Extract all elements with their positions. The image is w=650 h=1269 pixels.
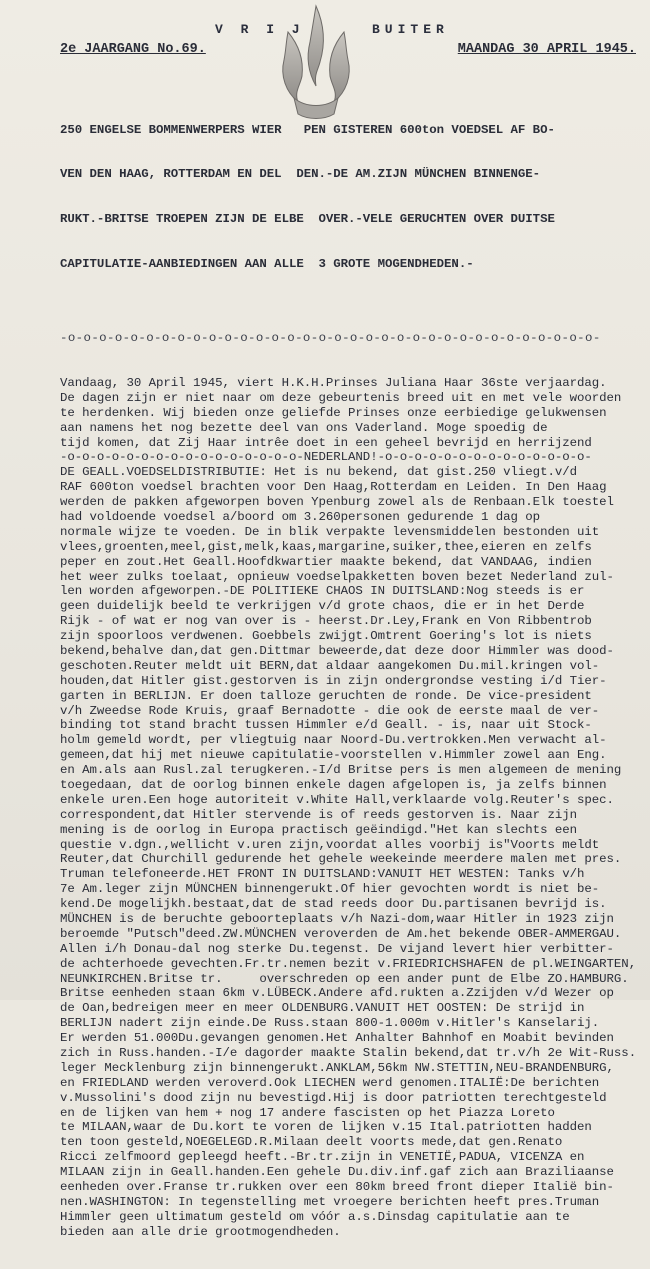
body-line: MILAAN zijn in Geall.handen.Een gehele Du.div.inf.gaf zich aan Braziliaanse xyxy=(60,1165,614,1180)
body-line: correspondent,dat Hitler stervende is of reeds gestorven is. Naar zijn xyxy=(60,807,577,822)
body-line: v/h Zweedse Rode Kruis, graaf Bernadotte - die ook de eerste maal de ver- xyxy=(60,703,600,718)
body-line: Himmler geen ultimatum gesteld om vóór a.s.Dinsdag capitulatie aan te xyxy=(60,1209,570,1224)
issue-line xyxy=(60,42,636,60)
headline-line: CAPITULATIE-AANBIEDINGEN AAN ALLE 3 GROTE MOGENDHEDEN.- xyxy=(60,256,474,271)
body-line: had voldoende voedsel a/boord om 3.260personen gedurende 1 dag op xyxy=(60,509,541,524)
body-line: toegedaan, dat de oorlog binnen enkele dagen afgelopen is, ja zelfs binnen xyxy=(60,778,607,792)
body-line: houden,dat Hitler gist.gestorven is in zijn ondergrondse vesting i/d Tier- xyxy=(60,673,607,688)
body-line: -o-o-o-o-o-o-o-o-o-o-o-o-o-o-o-o-NEDERLAND!-o-o-o-o-o-o-o-o-o-o-o-o-o-o- xyxy=(60,450,592,465)
body-line: zijn spoorloos verdwenen. Goebbels zwijgt.Omtrent Goering's lot is niets xyxy=(60,629,592,644)
body-line: geen duidelijk beeld te verkrijgen v/d grote chaos, die er in het Derde xyxy=(60,599,585,614)
body-line: geschoten.Reuter meldt uit BERN,dat aldaar aangekomen Du.mil.kringen vol- xyxy=(60,658,600,673)
headline-line: VEN DEN HAAG, ROTTERDAM EN DEL DEN.-DE AM.ZIJN MÜNCHEN BINNENGE- xyxy=(60,167,541,182)
body-line: eenheden over.Franse tr.rukken over een 80km breed front dieper Italië bin- xyxy=(60,1180,614,1195)
masthead-left-word: V R I J xyxy=(215,22,305,37)
body-line: MÜNCHEN is de beruchte geboorteplaats v/h Nazi-dom,waar Hitler in 1923 zijn xyxy=(60,912,614,927)
body-line: questie v.dgn.,wellicht v.uren zijn,voordat alles voorbij is"Voorts meldt xyxy=(60,837,600,852)
masthead-right-word: BUITER xyxy=(372,22,449,37)
body-line: en FRIEDLAND werden veroverd.Ook LIECHEN werd genomen.ITALIË:De berichten xyxy=(60,1075,600,1090)
body-line: te MILAAN,waar de Du.kort te voren de lijken v.15 Ital.patriotten hadden xyxy=(60,1120,592,1135)
body-line: de Oan,bedreigen meer en meer OLDENBURG.VANUIT HET OOSTEN: De strijd in xyxy=(60,1001,585,1016)
body-line: tijd komen, dat Zij Haar intrêe doet in een geheel bevrijd en herrijzend xyxy=(60,435,592,450)
body-line: Er werden 51.000Du.gevangen genomen.Het Anhalter Bahnhof en Moabit bevinden xyxy=(60,1031,614,1046)
headline-line: RUKT.-BRITSE TROEPEN ZIJN DE ELBE OVER.-VELE GERUCHTEN OVER DUITSE xyxy=(60,212,555,227)
body-line: de achterhoede gevechten.Fr.tr.nemen bezit v.FRIEDRICHSHAFEN de pl.WEINGARTEN, xyxy=(60,956,637,971)
body-line: kend.De mogelijkh.bestaat,dat de stad reeds door Du.partisanen bevrijd is. xyxy=(60,897,607,912)
body-line: RAF 600ton voedsel brachten voor Den Haag,Rotterdam en Leiden. In Den Haag xyxy=(60,480,607,495)
body-line: v.Mussolini's dood zijn nu bevestigd.Hij is door patriotten terechtgesteld xyxy=(60,1090,607,1105)
body-line: bekend,behalve dan,dat gen.Dittmar beweerde,dat deze door Himmler was dood- xyxy=(60,643,614,658)
body-line: Truman telefoneerde.HET FRONT IN DUITSLAND:VANUIT HET WESTEN: Tanks v/h xyxy=(60,867,585,882)
headlines xyxy=(60,93,642,302)
article-body xyxy=(60,63,642,1269)
issue-date: MAANDAG 30 APRIL 1945. xyxy=(457,42,636,57)
body-line: 7e Am.leger zijn MÜNCHEN binnengerukt.Of hier gevochten wordt is niet be- xyxy=(60,882,600,897)
body-line: NEUNKIRCHEN.Britse tr. overschreden op een ander punt de Elbe ZO.HAMBURG. xyxy=(60,971,629,986)
body-line: en de lijken van hem + nog 17 andere fascisten op het Piazza Loreto xyxy=(60,1105,555,1120)
body-line: Rijk - of wat er nog van over is - heerst.Dr.Ley,Frank en Von Ribbentrob xyxy=(60,614,592,629)
body-line: bieden aan alle drie grootmogendheden. xyxy=(60,1224,341,1239)
body-line: De dagen zijn er niet naar om deze gebeurtenis breed uit en met vele woorden xyxy=(60,390,622,405)
body-line: holm gemeld wordt, per vliegtuig naar Noord-Du.vertrokken.Men verwacht al- xyxy=(60,733,607,748)
body-line: Allen i/h Donau-dal nog sterke Du.tegenst. De vijand levert hier verbitter- xyxy=(60,941,614,956)
divider: -o-o-o-o-o-o-o-o-o-o-o-o-o-o-o-o-o-o-o-o-o-o-o-o-o-o-o-o-o-o-o-o-o-o- xyxy=(60,331,601,346)
body-line: mening is de oorlog in Europa practisch geëindigd."Het kan slechts een xyxy=(60,822,577,837)
body-line: enkele uren.Een hoge autoriteit v.White Hall,verklaarde volg.Reuter's spec. xyxy=(60,792,614,807)
body-line: len worden afgeworpen.-DE POLITIEKE CHAOS IN DUITSLAND:Nog steeds is er xyxy=(60,584,585,599)
body-line: DE GEALL.VOEDSELDISTRIBUTIE: Het is nu bekend, dat gist.250 vliegt.v/d xyxy=(60,465,577,480)
body-line: gemeen,dat hij met nieuwe capitulatie-voorstellen v.Himmler zowel aan Eng. xyxy=(60,748,607,763)
headline-line: 250 ENGELSE BOMMENWERPERS WIER PEN GISTEREN 600ton VOEDSEL AF BO- xyxy=(60,122,555,137)
body-line: Reuter,dat Churchill gedurende het gehele weekeinde meerdere malen met pres. xyxy=(60,852,622,867)
body-line: peper en zout.Het Geall.Hoofdkwartier maakte bekend, dat VANDAAG, indien xyxy=(60,554,592,569)
body-line: te herdenken. Wij bieden onze geliefde Prinses onze eerbiedige gelukwensen xyxy=(60,405,607,420)
body-line: aan namens het nog bezette deel van ons Vaderland. Moge spoedig de xyxy=(60,420,548,435)
body-line: het weer zulks toelaat, opnieuw voedselpakketten boven bezet Nederland zul- xyxy=(60,569,614,584)
body-line: binding tot stand bracht tussen Himmler e/d Geall. - is, naar uit Stock- xyxy=(60,718,592,733)
body-line: werden de pakken afgeworpen boven Ypenburg zowel als de Renbaan.Elk toestel xyxy=(60,495,614,510)
body-line: BERLIJN nadert zijn einde.De Russ.staan 800-1.000m v.Hitler's Kanselarij. xyxy=(60,1016,600,1031)
body-line: Vandaag, 30 April 1945, viert H.K.H.Prinses Juliana Haar 36ste verjaardag. xyxy=(60,375,607,390)
masthead xyxy=(0,22,650,44)
body-line: zich in Russ.handen.-I/e dagorder maakte Stalin bekend,dat tr.v/h 2e Wit-Russ. xyxy=(60,1046,637,1061)
body-line: normale wijze te voeden. De in blik verpakte levensmiddelen bestonden uit xyxy=(60,524,600,539)
issue-number: 2e JAARGANG No.69. xyxy=(60,42,206,57)
body-line: leger Mecklenburg zijn binnengerukt.ANKLAM,56km NW.STETTIN,NEU-BRANDENBURG, xyxy=(60,1060,614,1075)
body-line: Britse eenheden staan 6km v.LÜBECK.Andere afd.rukten a.Zzijden v/d Wezer op xyxy=(60,986,614,1001)
body-line: garten in BERLIJN. Er doen talloze geruchten de ronde. De vice-president xyxy=(60,688,592,703)
body-line: nen.WASHINGTON: In tegenstelling met vroegere berichten heeft pres.Truman xyxy=(60,1194,600,1209)
body-lines xyxy=(60,376,642,1240)
body-line: vlees,groenten,meel,gist,melk,kaas,margarine,suiker,thee,eieren en zelfs xyxy=(60,539,592,554)
body-line: beroemde "Putsch"deed.ZW.MÜNCHEN veroverden de Am.het bekende OBER-AMMERGAU. xyxy=(60,926,622,941)
body-line: en Am.als aan Rusl.zal terugkeren.-I/d Britse pers is men algemeen de mening xyxy=(60,763,622,778)
body-line: Ricci zelfmoord gepleegd heeft.-Br.tr.zijn in VENETIË,PADUA, VICENZA en xyxy=(60,1150,585,1165)
body-line: ten toon gesteld,NOEGELEGD.R.Milaan deelt voorts mede,dat gen.Renato xyxy=(60,1135,563,1150)
